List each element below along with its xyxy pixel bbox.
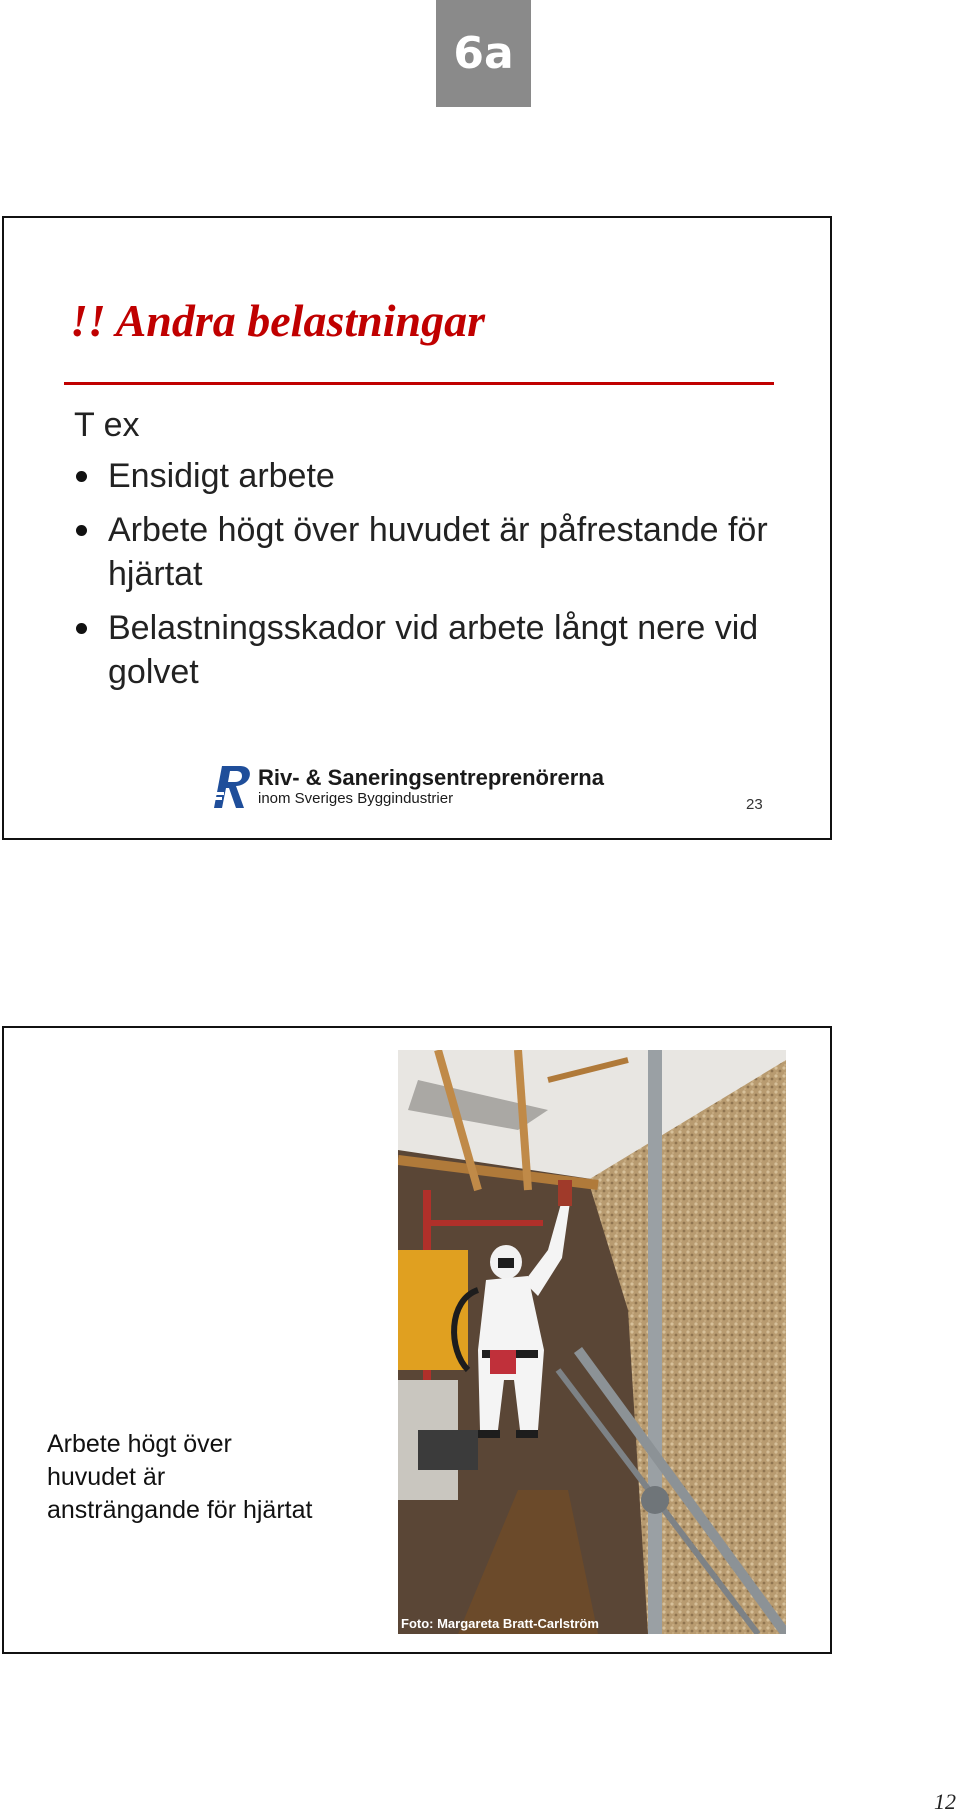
caption-line: ansträngande för hjärtat: [47, 1496, 313, 1524]
bullet-item: [74, 508, 794, 596]
bullet-item: [74, 454, 794, 498]
bullet-text: Belastningsskador vid arbete långt nere vid golvet: [108, 609, 759, 691]
section-tag: 6a: [436, 0, 531, 107]
logo-subtitle: inom Sveriges Byggindustrier: [258, 790, 454, 807]
bullet-dot-icon: [76, 623, 87, 634]
worker-scaffold-photo: [398, 1050, 786, 1634]
bullet-text: Arbete högt över huvudet är påfrestande för hjärtat: [108, 511, 768, 593]
slide-photo: [2, 1026, 832, 1654]
slide-23: [2, 216, 832, 840]
document-page-number: 12: [934, 1789, 956, 1814]
bullet-text: Ensidigt arbete: [108, 457, 335, 495]
slide-page-number: 23: [746, 796, 763, 813]
bullet-dot-icon: [76, 471, 87, 482]
bullet-dot-icon: [76, 525, 87, 536]
photo-credit: Foto: Margareta Bratt-Carlström: [401, 1616, 599, 1631]
caption-line: Arbete högt över: [47, 1430, 232, 1458]
bullet-list: [74, 454, 794, 704]
title-underline: [64, 382, 774, 385]
r-logo-icon: [210, 764, 252, 810]
caption-line: huvudet är: [47, 1463, 166, 1491]
slide-title: !! Andra belastningar: [70, 295, 485, 346]
intro-text: T ex: [74, 406, 140, 444]
organization-logo: [210, 764, 604, 810]
logo-name: Riv- & Saneringsentreprenörerna: [258, 765, 604, 790]
bullet-item: [74, 606, 794, 694]
photo-caption: [47, 1428, 367, 1527]
